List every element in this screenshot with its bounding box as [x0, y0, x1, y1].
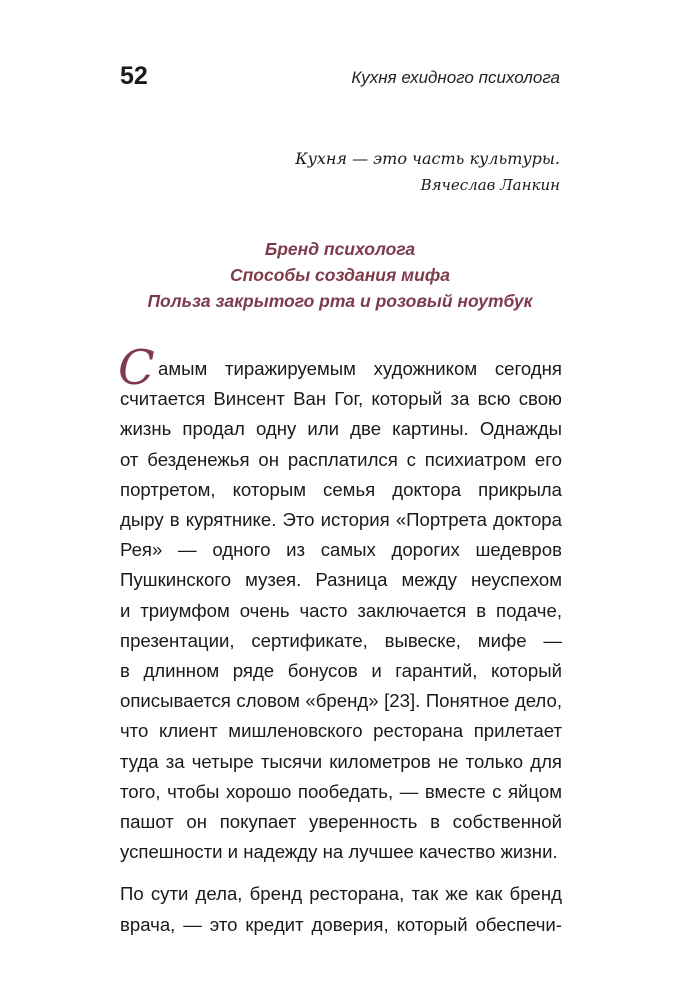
text-line — [118, 340, 562, 396]
text-line: портретом, которым семья доктора прикрыла — [120, 478, 562, 500]
section-heading: Бренд психолога — [264, 239, 416, 259]
running-title: Кухня ехидного психолога — [351, 68, 560, 87]
paragraph-1 — [118, 340, 562, 867]
text-line: успешности и надежду на лучшее качество жизни. — [120, 841, 558, 863]
text-line: и триумфом очень часто заключается в подаче, — [120, 599, 562, 621]
body-text — [118, 340, 562, 940]
page-number: 52 — [120, 62, 148, 90]
text-line: По сути дела, бренд ресторана, так же как бренд — [120, 883, 562, 905]
epigraph-quote: Кухня — это часть культуры. — [295, 149, 560, 168]
text-line: от безденежья он расплатился с психиатром его — [120, 448, 562, 470]
epigraph-author: Вячеслав Ланкин — [420, 176, 560, 194]
paragraph-2 — [120, 879, 562, 939]
text-line: описывается словом «бренд» [23]. Понятное дело, — [120, 690, 562, 712]
text-line: того, чтобы хорошо пообедать, — вместе с яйцом — [120, 780, 562, 802]
text-line: дыру в курятнике. Это история «Портрета доктора — [120, 509, 562, 531]
text-line: Рея» — одного из самых дорогих шедевров — [120, 539, 562, 561]
text-line: что клиент мишленовского ресторана прилетает — [120, 720, 562, 742]
text-line: презентации, сертификате, вывеске, мифе — — [120, 629, 562, 651]
text-line: туда за четыре тысячи километров не только для — [120, 750, 562, 772]
text-line: Пушкинского музея. Разница между неуспехом — [120, 569, 562, 591]
section-heading: Польза закрытого рта и розовый ноутбук — [147, 291, 533, 311]
text-line: считается Винсент Ван Гог, который за всю свою — [120, 388, 562, 410]
section-headings — [120, 236, 560, 314]
text-line: врача, — это кредит доверия, который обеспечи- — [120, 913, 562, 935]
text-line: в длинном ряде бонусов и гарантий, который — [120, 660, 562, 682]
drop-cap: С — [118, 340, 155, 396]
text-line: пашот он покупает уверенность в собственной — [120, 811, 562, 833]
section-heading: Способы создания мифа — [229, 265, 451, 285]
text-line-content: амым тиражируемым художником сегодня — [158, 358, 562, 379]
text-line: жизнь продал одну или две картины. Однажды — [120, 418, 562, 440]
epigraph — [295, 146, 560, 198]
